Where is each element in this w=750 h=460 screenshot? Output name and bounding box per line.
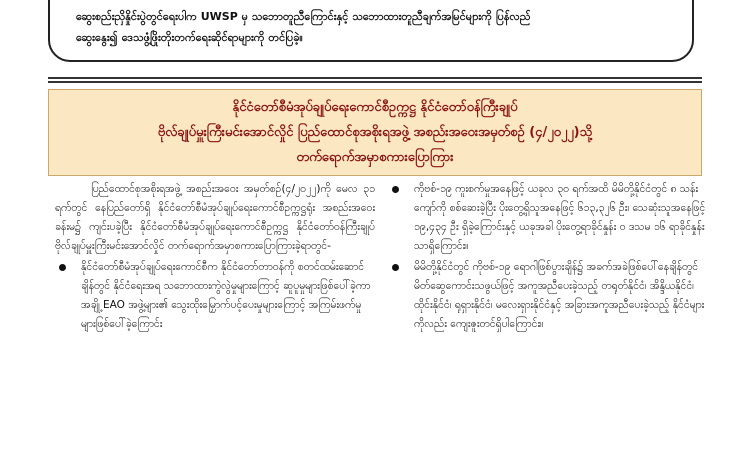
divider-line-top	[48, 77, 702, 79]
headline-line-3: တက်ရောက်အမှာစကားပြောကြား	[296, 150, 454, 165]
summary-box	[48, 0, 694, 62]
intro-paragraph: ပြည်ထောင်စုအစိုးရအဖွဲ့ အစည်းအဝေး အမှတ်စဉ်(၄/၂၀၂၂)ကို မေလ ၃၁ ရက်တွင် နေပြည်တော်ရှိ နိုင်ငံတော်စီမံအုပ်ချုပ်ရေးကောင်စီဥက္ကဋ္ဌရုံး အစည်းအဝေးခန်းမ၌ ကျင်းပခဲ့ပြီး နိုင်ငံတော်စီမံအုပ်ချုပ်ရေးကောင်စီဥက္ကဋ္ဌ နိုင်ငံတော်ဝန်ကြီးချုပ် ဗိုလ်ချုပ်မှူးကြီးမင်းအောင်လှိုင် တက်ရောက်အမှာစကားပြောကြားခဲ့ရာတွင်-	[55, 183, 375, 252]
headline-line-2: ဗိုလ်ချုပ်မှူးကြီးမင်းအောင်လှိုင် ပြည်ထောင်စုအစိုးရအဖွဲ့ အစည်းအဝေးအမှတ်စဉ် (၄/၂၀၂၂)သို့	[157, 125, 593, 140]
headline-line-1: နိုင်ငံတော်စီမံအုပ်ချုပ်ရေးကောင်စီဥက္ကဋ္ဌ နိုင်ငံတော်ဝန်ကြီးချုပ်	[232, 100, 518, 115]
bullet-dot-icon	[392, 186, 399, 193]
bullet-dot-icon	[392, 264, 399, 271]
left-column	[55, 180, 375, 336]
article-headline	[48, 89, 702, 176]
right-column	[388, 180, 713, 336]
bullet-text: မိမိတို့နိုင်ငံတွင် ကိုဗစ်-၁၉ ရောဂါဖြစ်ပွားချိန်၌ အခက်အခဲဖြစ်ပေါ်နေချိန်တွင် မိတ်ဆွေကောင်းသဖွယ်ဖြင့် အကူအညီပေးခဲ့သည့် တရုတ်နိုင်ငံ၊ အိန္ဒိယနိုင်ငံ၊ ထိုင်းနိုင်ငံ၊ ရုရှားနိုင်ငံ၊ မလေးရှားနိုင်ငံနှင့် အခြားအကူအညီပေးခဲ့သည့် နိုင်ငံများကိုလည်း ကျေးဇူးတင်ရှိပါကြောင်း။	[414, 261, 705, 330]
bullet-text: နိုင်ငံတော်စီမံအုပ်ချုပ်ရေးကောင်စီက နိုင်ငံတော်တာဝန်ကို စတင်ထမ်းဆောင်ချိန်တွင် နိုင်ငံရေးအရ သဘောထားကွဲလွဲမှုများကြောင့် ဆူပူမှုများဖြစ်ပေါ်ခဲ့ကာ အချို့ EAO အဖွဲ့များ၏ သွေးထိုးမြှောက်ပင့်ပေးမှုများကြောင့် အကြမ်းဖက်မှုများဖြစ်ပေါ်ခဲ့ကြောင်း	[81, 261, 371, 330]
summary-line-1: ဆွေးစည်းညှိနှိုင်းပွဲတွင်ရေးပါက UWSP မှ သဘောတူညီကြောင်းနှင့် သဘောထားတူညီချက်အမြင်များကို ပြန်လည်	[76, 10, 531, 23]
bullet-item	[388, 258, 713, 334]
bullet-text: ကိုဗစ်-၁၉ ကူးစက်မှုအနေဖြင့် ယခုလ ၃၀ ရက်အထိ မိမိတို့နိုင်ငံတွင် ၈ သန်းကျော်ကို စစ်ဆေးခဲ့ပြီး ပိုးတွေ့ရှိသူအနေဖြင့် ၆၁၃,၃၂၆ ဦး၊ သေဆုံးသူအနေဖြင့် ၁၉,၄၃၄ ဦး ရှိခဲ့ကြောင်းနှင့် ယခုအခါ ပိုးတွေ့ရာခိုင်နှုန်း ၀ ဒသမ ၁၆ ရာခိုင်နှုန်းသာရှိကြောင်း။	[414, 183, 706, 252]
summary-line-2: ဆွေးနွေး၍ ဒေသဖွံ့ဖြိုးတိုးတက်ရေးဆိုင်ရာများကို တင်ပြခဲ့။	[76, 31, 303, 44]
bullet-item	[388, 180, 713, 256]
bullet-dot-icon	[59, 264, 66, 271]
bullet-item	[55, 258, 375, 334]
divider-line-bottom	[48, 81, 702, 83]
